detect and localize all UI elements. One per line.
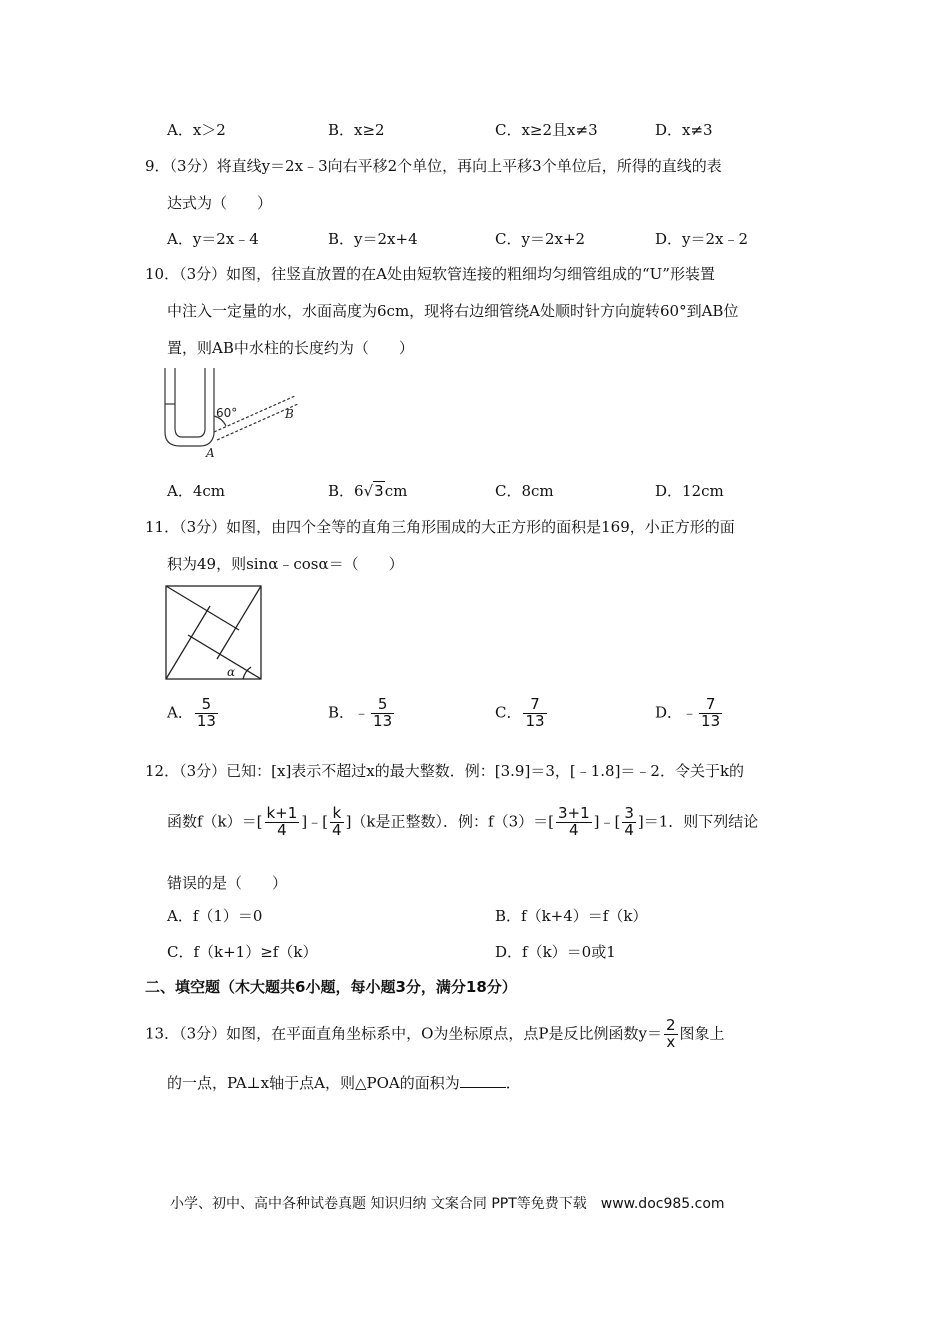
fraction-denominator: 13 [701, 711, 721, 730]
q11-option-d-prefix: D． [655, 703, 683, 722]
q13-text: 13．（3分）如图，在平面直角坐标系中，O为坐标原点，点P是反比例函数y＝ [145, 1024, 662, 1043]
q10-label-b: B [285, 407, 294, 421]
fraction-numerator: 7 [699, 697, 722, 714]
q11-option-a [167, 697, 220, 730]
q10-option-a: A．4cm [167, 482, 226, 500]
u-tube-figure [160, 366, 305, 462]
fraction-numerator: 3 [624, 804, 634, 822]
q12-line1: 12．（3分）已知：[x]表示不超过x的最大整数．例：[3.9]＝3，[﹣1.8]＝﹣2．令关于k的 [145, 762, 745, 780]
fraction [195, 697, 218, 730]
q9-option-c: C．y＝2x+2 [495, 230, 586, 248]
q9-line2: 达式为（ ） [167, 194, 273, 212]
fraction [371, 697, 394, 730]
fraction-numerator: 3+1 [557, 804, 590, 822]
q13-text: ． [505, 1074, 521, 1092]
q8-option-b: B．x≥2 [328, 121, 385, 139]
fraction-numerator: k+1 [266, 804, 298, 822]
q12-text: ]﹣[ [301, 812, 329, 831]
fraction-denominator: 4 [624, 820, 634, 839]
fraction [523, 697, 546, 730]
q8-option-c: C．x≥2且x≠3 [495, 121, 598, 139]
q10-line3: 置，则AB中水柱的长度约为（ ） [167, 339, 414, 357]
q11-option-d-sign: ﹣ [682, 703, 698, 722]
q10-option-b [328, 480, 407, 501]
q10-option-b-radicand: 3 [374, 482, 384, 500]
q10-option-c: C．8cm [495, 482, 554, 500]
q12-line2 [167, 806, 758, 839]
q12-option-a: A．f（1）＝0 [167, 907, 263, 925]
q12-line3: 错误的是（ ） [167, 874, 288, 892]
q8-option-d: D．x≠3 [655, 121, 713, 139]
q10-line2: 中注入一定量的水，水面高度为6cm，现将右边细管绕A处顺时针方向旋转60°到AB位 [167, 302, 739, 320]
fraction-numerator: 7 [523, 697, 546, 714]
fraction-numerator: 5 [195, 697, 218, 714]
q10-line1: 10．（3分）如图，往竖直放置的在A处由短软管连接的粗细均匀细管组成的“U”形装置 [145, 265, 715, 283]
page-footer: 小学、初中、高中各种试卷真题 知识归纳 文案合同 PPT等免费下载 www.doc985.com [170, 1196, 725, 1212]
q12-option-c: C．f（k+1）≥f（k） [167, 943, 318, 961]
fraction-denominator: x [666, 1032, 676, 1051]
fraction-numerator: k [330, 806, 344, 823]
fraction [265, 806, 300, 839]
q12-option-d: D．f（k）＝0或1 [495, 943, 616, 961]
section-title: 二、填空题（木大题共6小题，每小题3分，满分18分） [145, 978, 517, 996]
sqrt-symbol: √3 [363, 482, 384, 500]
q9-option-a: A．y＝2x﹣4 [167, 230, 259, 248]
fraction [699, 697, 722, 730]
fraction [622, 806, 636, 839]
q13-line2 [167, 1072, 521, 1093]
q9-line1: 9．（3分）将直线y＝2x﹣3向右平移2个单位，再向上平移3个单位后，所得的直线的表 [145, 157, 722, 175]
fraction-numerator: 5 [371, 697, 394, 714]
q12-text: 函数f（k）＝[ [167, 812, 263, 831]
fraction-denominator: 4 [277, 820, 287, 839]
q11-option-c [495, 697, 549, 730]
fraction [556, 806, 592, 839]
fraction-numerator: 2 [666, 1016, 676, 1034]
q10-option-d: D．12cm [655, 482, 724, 500]
q11-line1: 11．（3分）如图，由四个全等的直角三角形围成的大正方形的面积是169，小正方形的面 [145, 518, 735, 536]
q12-text: ]﹣[ [593, 812, 621, 831]
q11-alpha-label: α [227, 665, 236, 679]
q9-option-d: D．y＝2x﹣2 [655, 230, 749, 248]
q13-text: 的一点，PA⊥x轴于点A，则△POA的面积为 [167, 1074, 460, 1092]
q10-option-b-prefix: B．6 [328, 482, 364, 500]
q12-text: ]（k是正整数）．例：f（3）＝[ [345, 812, 554, 831]
q12-text: ]＝1．则下列结论 [637, 812, 759, 831]
q12-option-b: B．f（k+4）＝f（k） [495, 907, 648, 925]
q9-option-b: B．y＝2x+4 [328, 230, 418, 248]
answer-blank [460, 1075, 506, 1088]
q10-angle-label: 60° [216, 406, 238, 420]
q11-line2: 积为49，则sinα﹣cosα＝（ ） [167, 555, 404, 573]
fraction-denominator: 4 [569, 820, 579, 839]
fraction-denominator: 13 [196, 711, 216, 730]
fraction [330, 806, 344, 839]
q8-option-a: A．x＞2 [167, 121, 226, 139]
q13-text: 图象上 [679, 1024, 725, 1043]
pinwheel-square-figure [165, 585, 263, 681]
q10-option-b-suffix: cm [384, 482, 408, 500]
fraction [664, 1018, 678, 1051]
q11-option-b-prefix: B． [328, 703, 355, 722]
q13-line1 [145, 1018, 725, 1051]
q11-option-d [655, 697, 724, 730]
q10-label-a: A [206, 446, 215, 460]
fraction-denominator: 4 [332, 820, 342, 839]
q11-option-b-sign: ﹣ [354, 703, 370, 722]
q11-option-c-prefix: C． [495, 703, 522, 722]
q11-option-b [328, 697, 396, 730]
q11-option-a-prefix: A． [167, 703, 193, 722]
fraction-denominator: 13 [525, 711, 545, 730]
fraction-denominator: 13 [373, 711, 393, 730]
